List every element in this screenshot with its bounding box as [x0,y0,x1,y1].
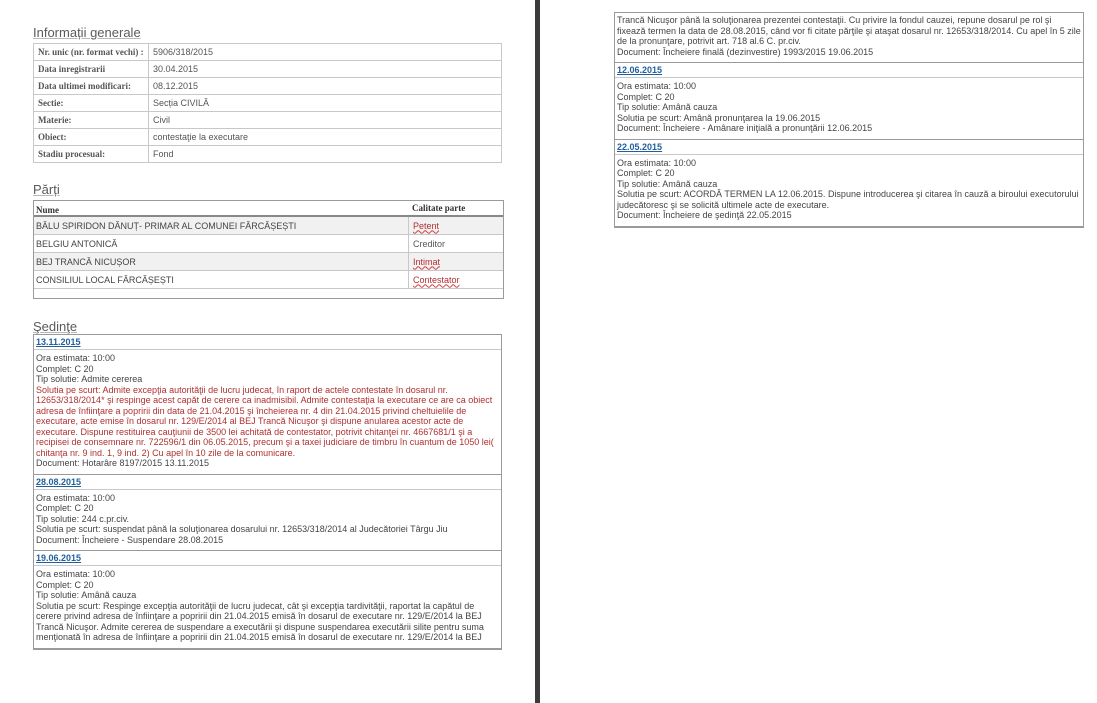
info-row [34,129,502,146]
info-row [34,146,502,163]
party-row [34,217,503,235]
party-row [34,253,503,271]
sedinta-solutie: Solutia pe scurt: ACORDĂ TERMEN LA 12.06.2015. Dispune introducerea şi citarea în cauză a biroului executorului judecătoresc şi se solicită ultimele acte de executare. [617,189,1079,210]
header-role: Calitate parte [412,203,466,213]
party-name: BELGIU ANTONICĂ [36,238,118,249]
party-name: BEJ TRANCĂ NICUȘOR [36,256,136,267]
party-role: Creditor [413,238,446,249]
info-row [34,112,502,129]
party-role-cell [408,217,503,234]
info-value: 08.12.2015 [149,78,502,95]
sedinta-body [615,78,1083,140]
sedinta-document: Document: Încheiere de şedinţă 22.05.2015 [617,210,792,220]
sedinta-solutie: Solutia pe scurt: Admite excepţia autorităţii de lucru judecat, în raport de actele contestate în dosarul nr. 12653/318/2014* şi respinge acest capăt de cerere ca inadmisibil. Admite contestaţia la executare ce are ca obiect adresa de înfiinţare a popririi din data de 21.04.2015 şi încheierea nr. 4 din 21.04.2015 privind cheltuielile de executare, acte emise în dosarul nr. 129/E/2014 al BEJ Trancă Nicuşor şi dispune anularea acestor acte de executare. Dispune restituirea cauţiunii de 3500 lei achitată de contestator, potrivit chitanţei nr. 4667681/1 şi a recipisei de consemnare nr. 722596/1 din 06.05.2015, precum şi a taxei judiciare de timbru în cuantum de 1050 lei( chitanţa nr. 9 ind. 1, 9 ind. 2) Cu apel în 10 zile de la comunicare. [36,384,494,458]
party-row [34,271,503,289]
sedinta-ora: Ora estimata: 10:00 [617,157,697,168]
parti-spacer [34,289,503,298]
party-role: Intimat [413,256,441,267]
sedinta-tip: Tip solutie: Amână cauza [36,590,137,600]
info-label: Obiect: [34,129,149,146]
info-table [33,43,502,163]
sedinta-complet: Complet: C 20 [617,168,675,178]
sedinta-date-link[interactable]: 12.06.2015 [615,63,1083,78]
sedinta-tip: Tip solutie: Admite cererea [36,374,143,384]
party-row [34,235,503,253]
sedinta-solutie: Solutia pe scurt: Respinge excepţia autorităţii de lucru judecat, cât şi excepţia tardivităţii, raportat la capătul de cerere privind adresa de înfiinţare a popririi din 21.04.2015 emisă în dosarul de executare nr. 129/E/2014 la BEJ Trancă Nicuşor. Admite cererea de suspendare a executării şi dispune suspendarea executării silite pentru suma menţionată în adresa de înfiinţare a popririi din 21.04.2015 emisă în dosarul de executare nr. 129/E/2014 la BEJ [36,600,484,642]
info-value: contestaţie la executare [149,129,502,146]
sedinta-tip: Tip solutie: Amână cauza [617,178,718,189]
top-margin [33,0,502,25]
sedinta-document: Document: Încheiere - Amânare iniţială a pronunţării 12.06.2015 [617,123,873,133]
sedinta-ora: Ora estimata: 10:00 [36,353,116,363]
party-role-cell [408,271,503,288]
party-role: Petent [413,220,440,231]
parti-title: Părți [33,182,60,197]
party-role-cell [408,253,503,270]
info-value: 5906/318/2015 [149,44,502,61]
continued-document: Document: Încheiere finală (dezinvestire) 1993/2015 19.06.2015 [617,46,874,57]
sedinta-date-link[interactable]: 13.11.2015 [34,335,501,350]
sedinta-tip: Tip solutie: Amână cauza [617,102,718,112]
right-page [614,0,1084,228]
page-divider [535,0,540,703]
info-value: Secția CIVILĂ [149,95,502,112]
continued-body [615,13,1083,63]
sedinta-complet: Complet: C 20 [36,363,94,374]
sedinta-body [615,155,1083,227]
sedinta-date-link[interactable]: 22.05.2015 [615,140,1083,155]
sedinta-ora: Ora estimata: 10:00 [36,492,116,503]
info-value: Fond [149,146,502,163]
info-row [34,44,502,61]
info-value: Civil [149,112,502,129]
top-margin-right [614,0,1084,12]
sedinta-body [34,566,501,649]
sedinta-complet: Complet: C 20 [36,579,94,590]
party-name: CONSILIUL LOCAL FĂRCĂȘEȘTI [36,274,174,285]
sedinta-document: Document: Hotarâre 8197/2015 13.11.2015 [36,458,209,468]
info-label: Sectie: [34,95,149,112]
party-role: Contestator [413,274,460,285]
info-label: Materie: [34,112,149,129]
sedinta-body [34,490,501,552]
info-row [34,78,502,95]
header-name: Nume [36,205,59,215]
sedinta-solutie: Solutia pe scurt: suspendat până la soluţionarea dosarului nr. 12653/318/2014 al Judecătoriei Târgu Jiu [36,524,448,534]
sedinta-date-link[interactable]: 28.08.2015 [34,475,501,490]
parti-header [34,201,503,217]
info-value: 30.04.2015 [149,61,502,78]
info-label: Nr. unic (nr. format vechi) : [34,44,149,61]
sedinte-title: Şedinţe [33,319,502,335]
sedinte-list [33,335,502,650]
party-role-cell [408,235,503,252]
sedinta-date-link[interactable]: 19.06.2015 [34,551,501,566]
info-row [34,95,502,112]
sedinta-complet: Complet: C 20 [617,91,675,102]
left-page [33,0,502,650]
sedinte-continued [614,12,1084,228]
sedinta-complet: Complet: C 20 [36,503,94,513]
sedinta-solutie: Solutia pe scurt: Amână pronunţarea la 19.06.2015 [617,112,821,123]
info-label: Data ultimei modificari: [34,78,149,95]
sedinta-ora: Ora estimata: 10:00 [617,81,697,91]
parti-table [33,200,504,299]
info-title: Informații generale [33,25,141,40]
info-row [34,61,502,78]
sedinta-tip: Tip solutie: 244 c.pr.civ. [36,513,130,524]
party-name: BĂLU SPIRIDON DĂNUȚ- PRIMAR AL COMUNEI FĂRCĂȘEȘTI [36,220,297,231]
sedinta-body [34,350,501,475]
sedinta-document: Document: Încheiere - Suspendare 28.08.2015 [36,534,224,545]
continued-text: Trancă Nicuşor până la soluţionarea prezentei contestaţii. Cu privire la fondul cauzei, repune dosarul pe rol şi fixează termen la data de 28.08.2015, când vor fi citate părţile şi ataşat dosarul nr. 12653/318/2014. Cu apel în 5 zile de la pronunţare, potrivit art. 718 al.6 C. pr.civ. [617,15,1081,46]
info-label: Data inregistrarii [34,61,149,78]
sedinta-ora: Ora estimata: 10:00 [36,569,116,579]
info-label: Stadiu procesual: [34,146,149,163]
